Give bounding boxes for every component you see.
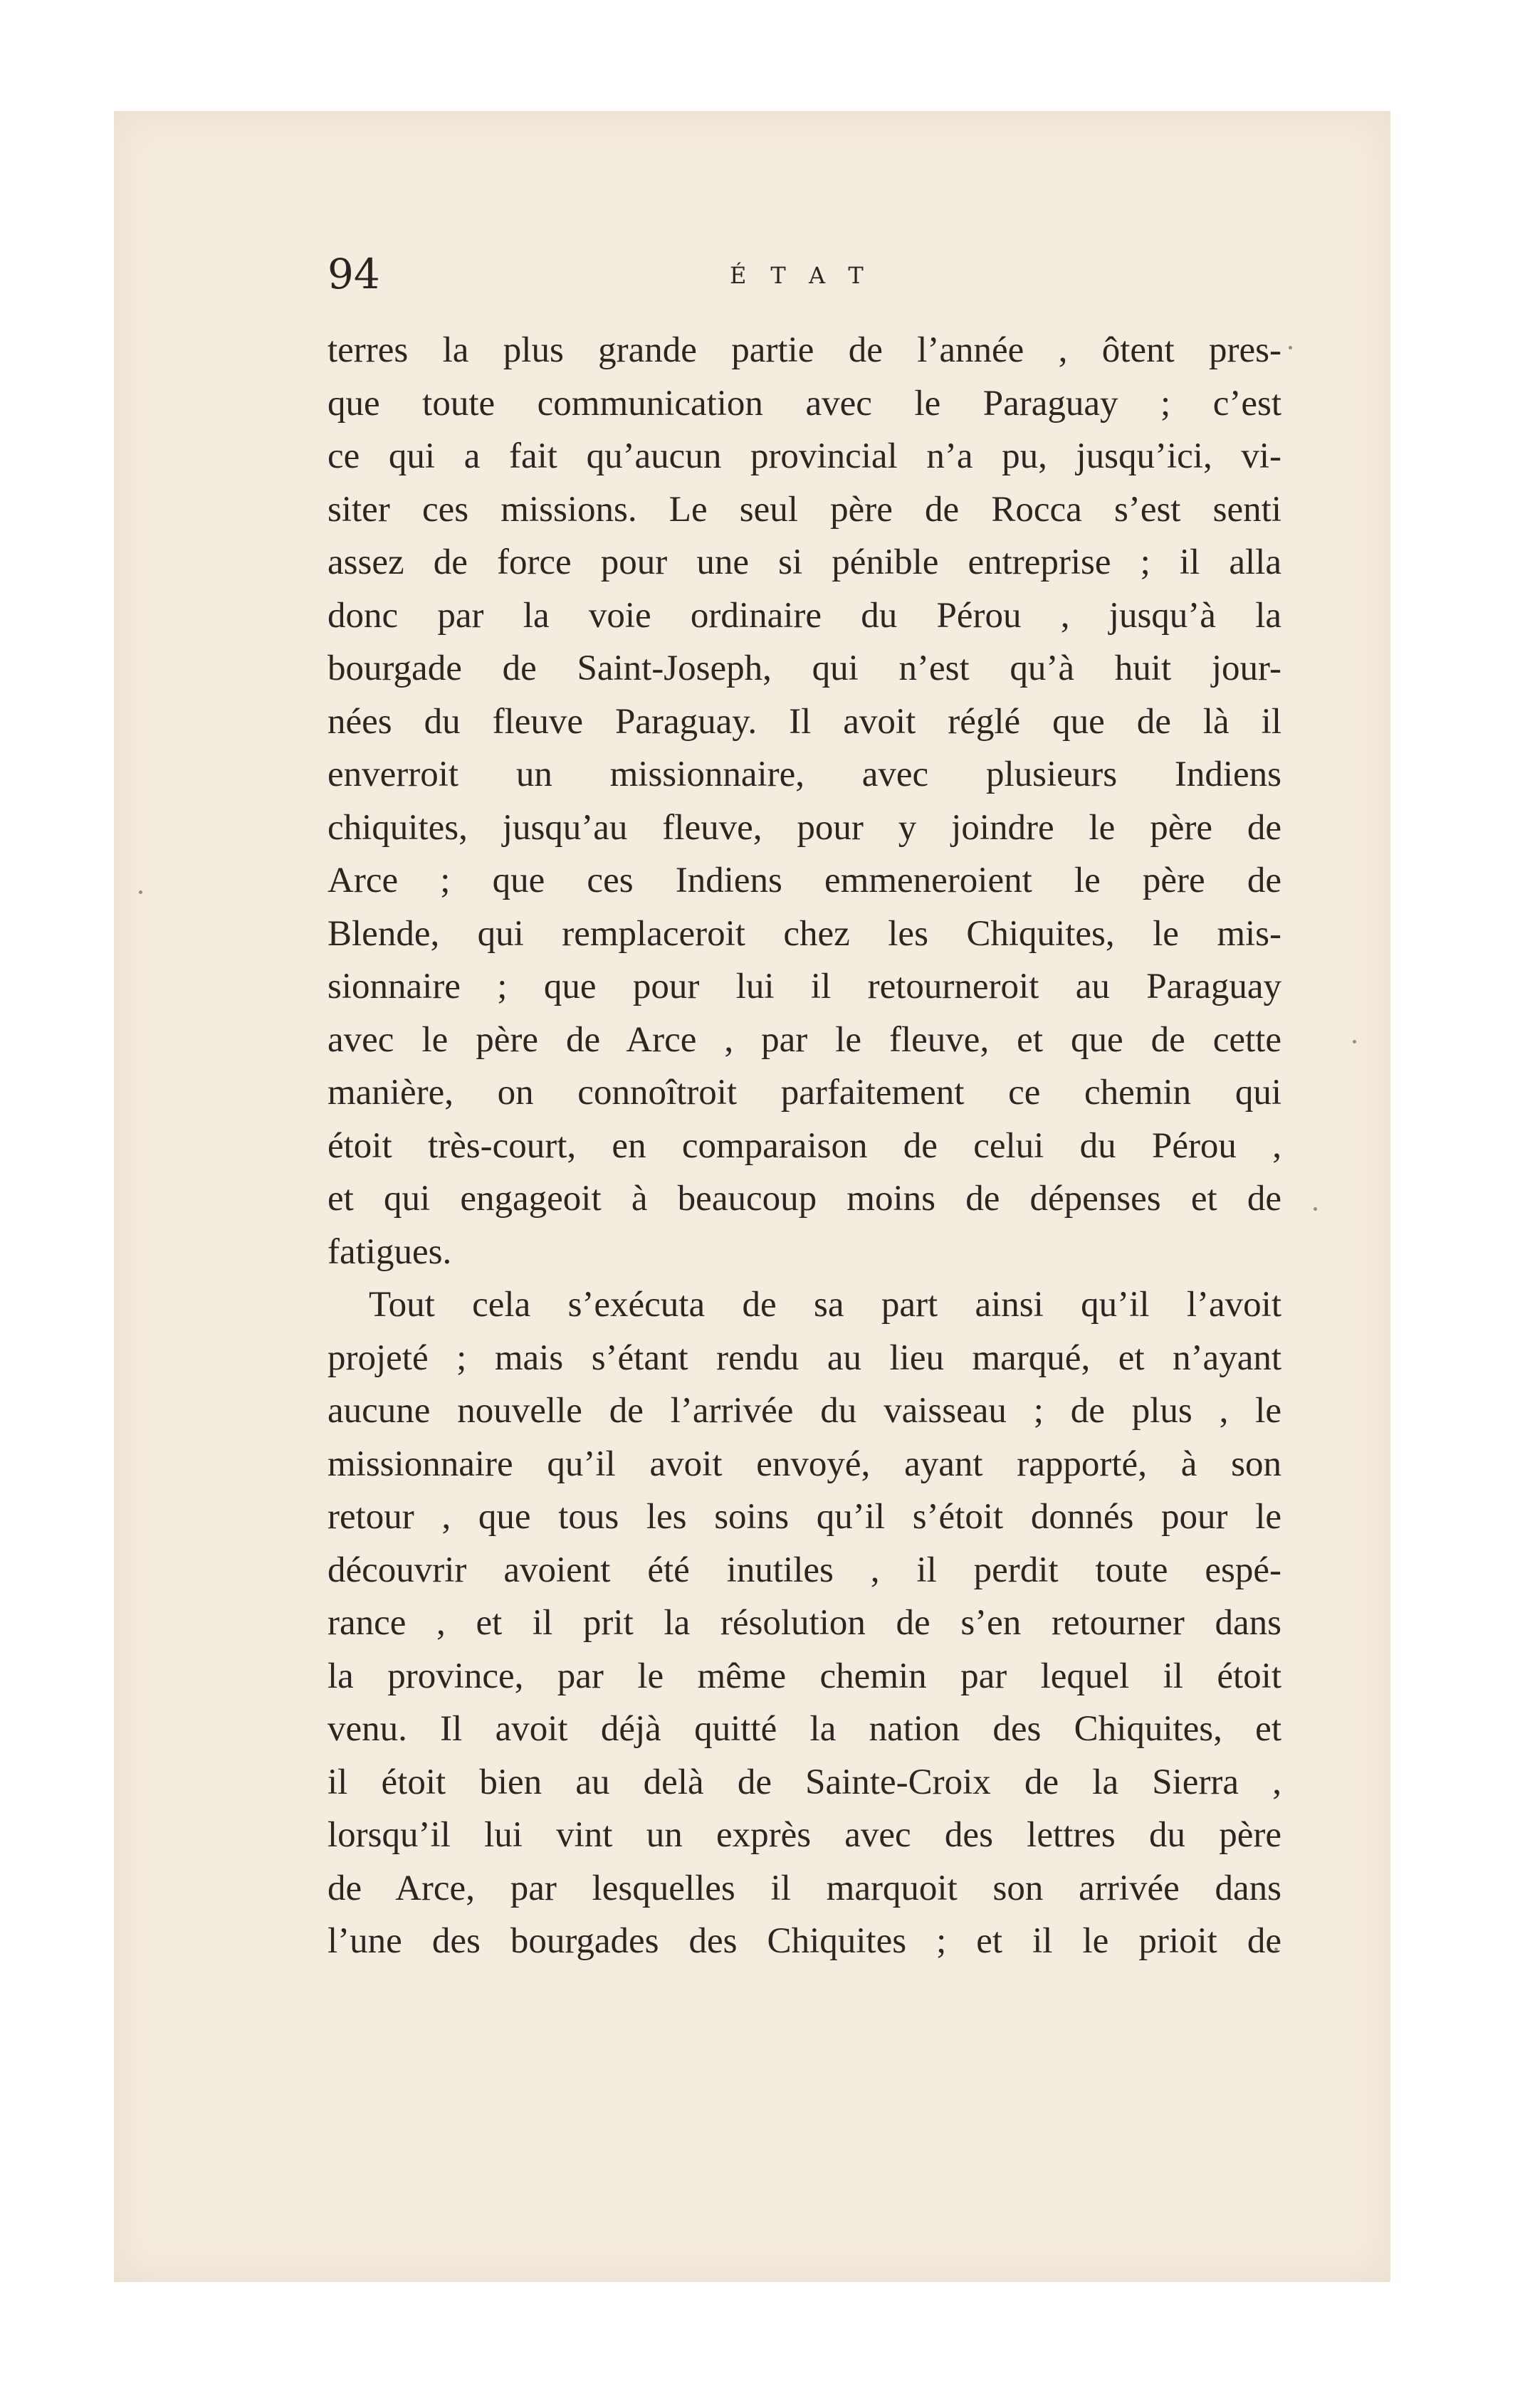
text-line: découvrir avoient été inutiles , il perdit toute espé- <box>327 1550 1281 1590</box>
text-line: enverroit un missionnaire, avec plusieurs Indiens <box>327 755 1281 794</box>
text-line: venu. Il avoit déjà quitté la nation des Chiquites, et <box>327 1709 1281 1749</box>
text-line: avec le père de Arce , par le fleuve, et que de cette <box>327 1019 1281 1060</box>
text-line: fatigues. <box>327 1231 452 1272</box>
text-line: retour , que tous les soins qu’il s’étoit donnés pour le <box>327 1497 1281 1537</box>
text-line: assez de force pour une si pénible entreprise ; il alla <box>327 542 1281 582</box>
text-line: de Arce, par lesquelles il marquoit son arrivée dans <box>327 1868 1281 1908</box>
page-header <box>327 249 1281 299</box>
text-line: nées du fleuve Paraguay. Il avoit réglé que de là il <box>327 701 1281 742</box>
text-line: étoit très-court, en comparaison de celui du Pérou , <box>327 1125 1281 1166</box>
page-number: 94 <box>327 250 380 298</box>
text-line: que toute communication avec le Paraguay ; c’est <box>327 383 1281 424</box>
text-line: Arce ; que ces Indiens emmeneroient le père de <box>327 861 1281 900</box>
text-line: chiquites, jusqu’au fleuve, pour y joindre le père de <box>327 807 1281 848</box>
body-text <box>327 324 1281 1968</box>
text-line: sionnaire ; que pour lui il retourneroit au Paraguay <box>327 967 1281 1006</box>
page-speck <box>1314 1207 1317 1211</box>
text-line: ce qui a fait qu’aucun provincial n’a pu, jusqu’ici, vi- <box>327 436 1281 476</box>
text-line: et qui engageoit à beaucoup moins de dépenses et de <box>327 1179 1281 1219</box>
text-line: terres la plus grande partie de l’année , ôtent pres- <box>327 330 1281 370</box>
text-line: missionnaire qu’il avoit envoyé, ayant rapporté, à son <box>327 1444 1281 1484</box>
text-line: l’une des bourgades des Chiquites ; et il le prioit de <box>327 1921 1281 1961</box>
page-speck <box>1289 346 1292 349</box>
text-line: manière, on connoîtroit parfaitement ce chemin qui <box>327 1073 1281 1113</box>
running-title: ÉTAT <box>730 262 888 289</box>
text-line: Tout cela s’exécuta de sa part ainsi qu’il l’avoit <box>369 1285 1281 1325</box>
page-speck <box>139 890 142 894</box>
text-line: siter ces missions. Le seul père de Rocca s’est senti <box>327 489 1281 530</box>
paragraph-2 <box>327 1278 1281 1968</box>
text-line: lorsqu’il lui vint un exprès avec des lettres du père <box>327 1815 1281 1855</box>
paragraph-1 <box>327 324 1281 1278</box>
page-speck <box>1353 1040 1356 1043</box>
text-line: rance , et il prit la résolution de s’en retourner dans <box>327 1603 1281 1643</box>
text-line: il étoit bien au delà de Sainte-Croix de la Sierra , <box>327 1762 1281 1802</box>
text-line: donc par la voie ordinaire du Pérou , jusqu’à la <box>327 595 1281 636</box>
text-line: la province, par le même chemin par lequel il étoit <box>327 1656 1281 1696</box>
text-line: Blende, qui remplaceroit chez les Chiquites, le mis- <box>327 913 1281 954</box>
text-line: bourgade de Saint-Joseph, qui n’est qu’à huit jour- <box>327 648 1281 688</box>
text-line: aucune nouvelle de l’arrivée du vaisseau ; de plus , le <box>327 1391 1281 1431</box>
text-line: projeté ; mais s’étant rendu au lieu marqué, et n’ayant <box>327 1337 1281 1378</box>
